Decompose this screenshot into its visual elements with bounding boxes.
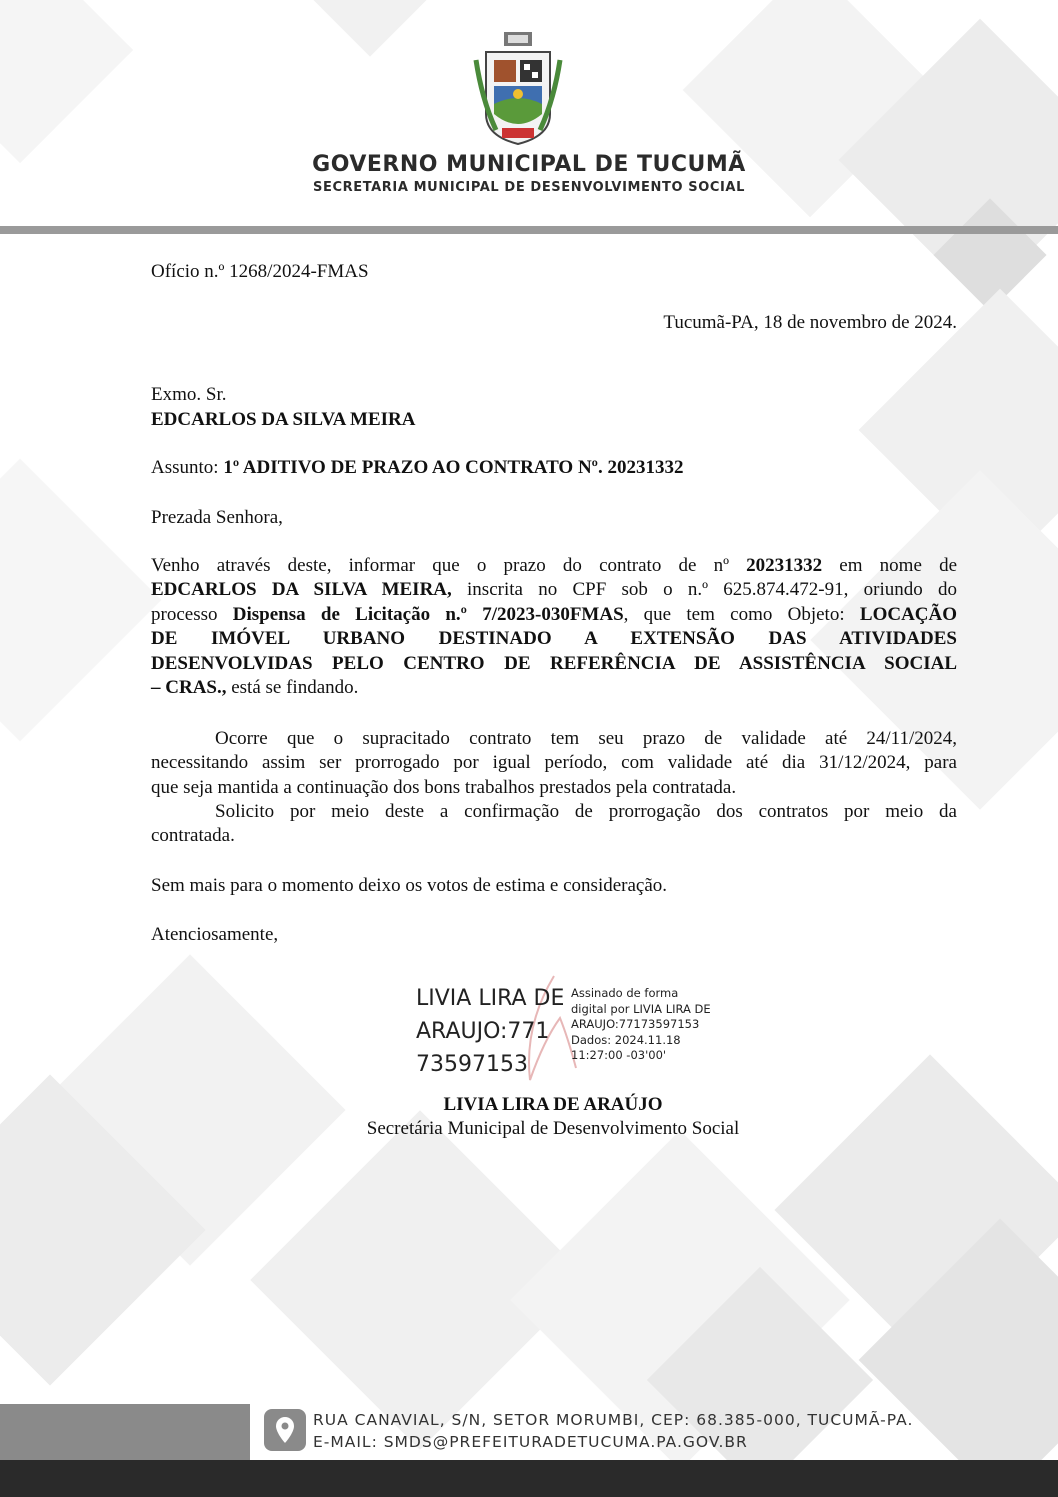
greeting: Prezada Senhora,	[151, 507, 283, 528]
paragraph-1-line: – CRAS., está se findando.	[151, 677, 359, 699]
regards: Atenciosamente,	[151, 924, 279, 945]
government-title: GOVERNO MUNICIPAL DE TUCUMÃ	[312, 152, 746, 177]
paragraph-1-line: DESENVOLVIDAS PELO CENTRO DE REFERÊNCIA DE ASSISTÊNCIA SOCIAL	[151, 652, 957, 674]
paragraph-2-line: necessitando assim ser prorrogado por igual período, com validade até dia 31/12/2024, para	[151, 752, 957, 774]
closing-sentence: Sem mais para o momento deixo os votos de estima e consideração.	[151, 875, 668, 896]
contractor-name: EDCARLOS DA SILVA MEIRA,	[151, 579, 452, 601]
process-reference: Dispensa de Licitação n.º 7/2023-030FMAS	[232, 603, 624, 625]
place-date: Tucumã-PA, 18 de novembro de 2024.	[663, 312, 957, 333]
office-number: Ofício n.º 1268/2024-FMAS	[151, 261, 369, 282]
paragraph-1	[151, 554, 957, 700]
footer-band	[0, 1460, 1058, 1497]
signer-name: LIVIA LIRA DE ARAÚJO	[443, 1094, 663, 1115]
paragraph-2-line: Ocorre que o supracitado contrato tem seu prazo de validade até 24/11/2024,	[215, 728, 957, 749]
footer-email: E-MAIL: SMDS@PREFEITURADETUCUMA.PA.GOV.BR	[313, 1433, 748, 1451]
digital-signature-details: Assinado de forma digital por LIVIA LIRA DE ARAUJO:77173597153 Dados: 2024.11.18 11:27:00 -03'00'	[571, 986, 711, 1062]
paragraph-2	[151, 727, 957, 800]
paragraph-1-line: EDCARLOS DA SILVA MEIRA, inscrita no CPF sob o n.º 625.874.472-91, oriundo do	[151, 579, 957, 601]
coat-of-arms-logo	[472, 30, 564, 148]
subject-line	[151, 456, 683, 480]
paragraph-3-line: contratada.	[151, 825, 235, 847]
location-pin-icon	[264, 1409, 306, 1451]
secretariat-title: SECRETARIA MUNICIPAL DE DESENVOLVIMENTO SOCIAL	[313, 180, 745, 195]
subject-label: Assunto:	[151, 457, 219, 478]
paragraph-1-line: DE IMÓVEL URBANO DESTINADO A EXTENSÃO DAS ATIVIDADES	[151, 628, 957, 650]
paragraph-1-line: Venho através deste, informar que o prazo do contrato de nº 20231332 em nome de	[151, 555, 957, 576]
contract-number: 20231332	[746, 555, 823, 576]
digital-signature-name: LIVIA LIRA DE ARAUJO:771 73597153	[416, 986, 565, 1077]
subject-text: 1º ADITIVO DE PRAZO AO CONTRATO Nº. 20231332	[223, 457, 684, 478]
paragraph-3-line: Solicito por meio deste a confirmação de prorrogação dos contratos por meio da	[215, 801, 957, 822]
footer-accent	[0, 1404, 250, 1464]
recipient-name: EDCARLOS DA SILVA MEIRA	[151, 409, 416, 430]
paragraph-1-line: processo Dispensa de Licitação n.º 7/2023-030FMAS, que tem como Objeto: LOCAÇÃO	[151, 603, 958, 625]
header-divider	[0, 226, 1058, 234]
paragraph-2-line: que seja mantida a continuação dos bons trabalhos prestados pela contratada.	[151, 776, 737, 798]
paragraph-3	[151, 800, 957, 849]
footer-address: RUA CANAVIAL, S/N, SETOR MORUMBI, CEP: 68.385-000, TUCUMÃ-PA.	[313, 1411, 914, 1429]
salutation-title: Exmo. Sr.	[151, 384, 227, 405]
signer-role: Secretária Municipal de Desenvolvimento Social	[366, 1118, 740, 1139]
